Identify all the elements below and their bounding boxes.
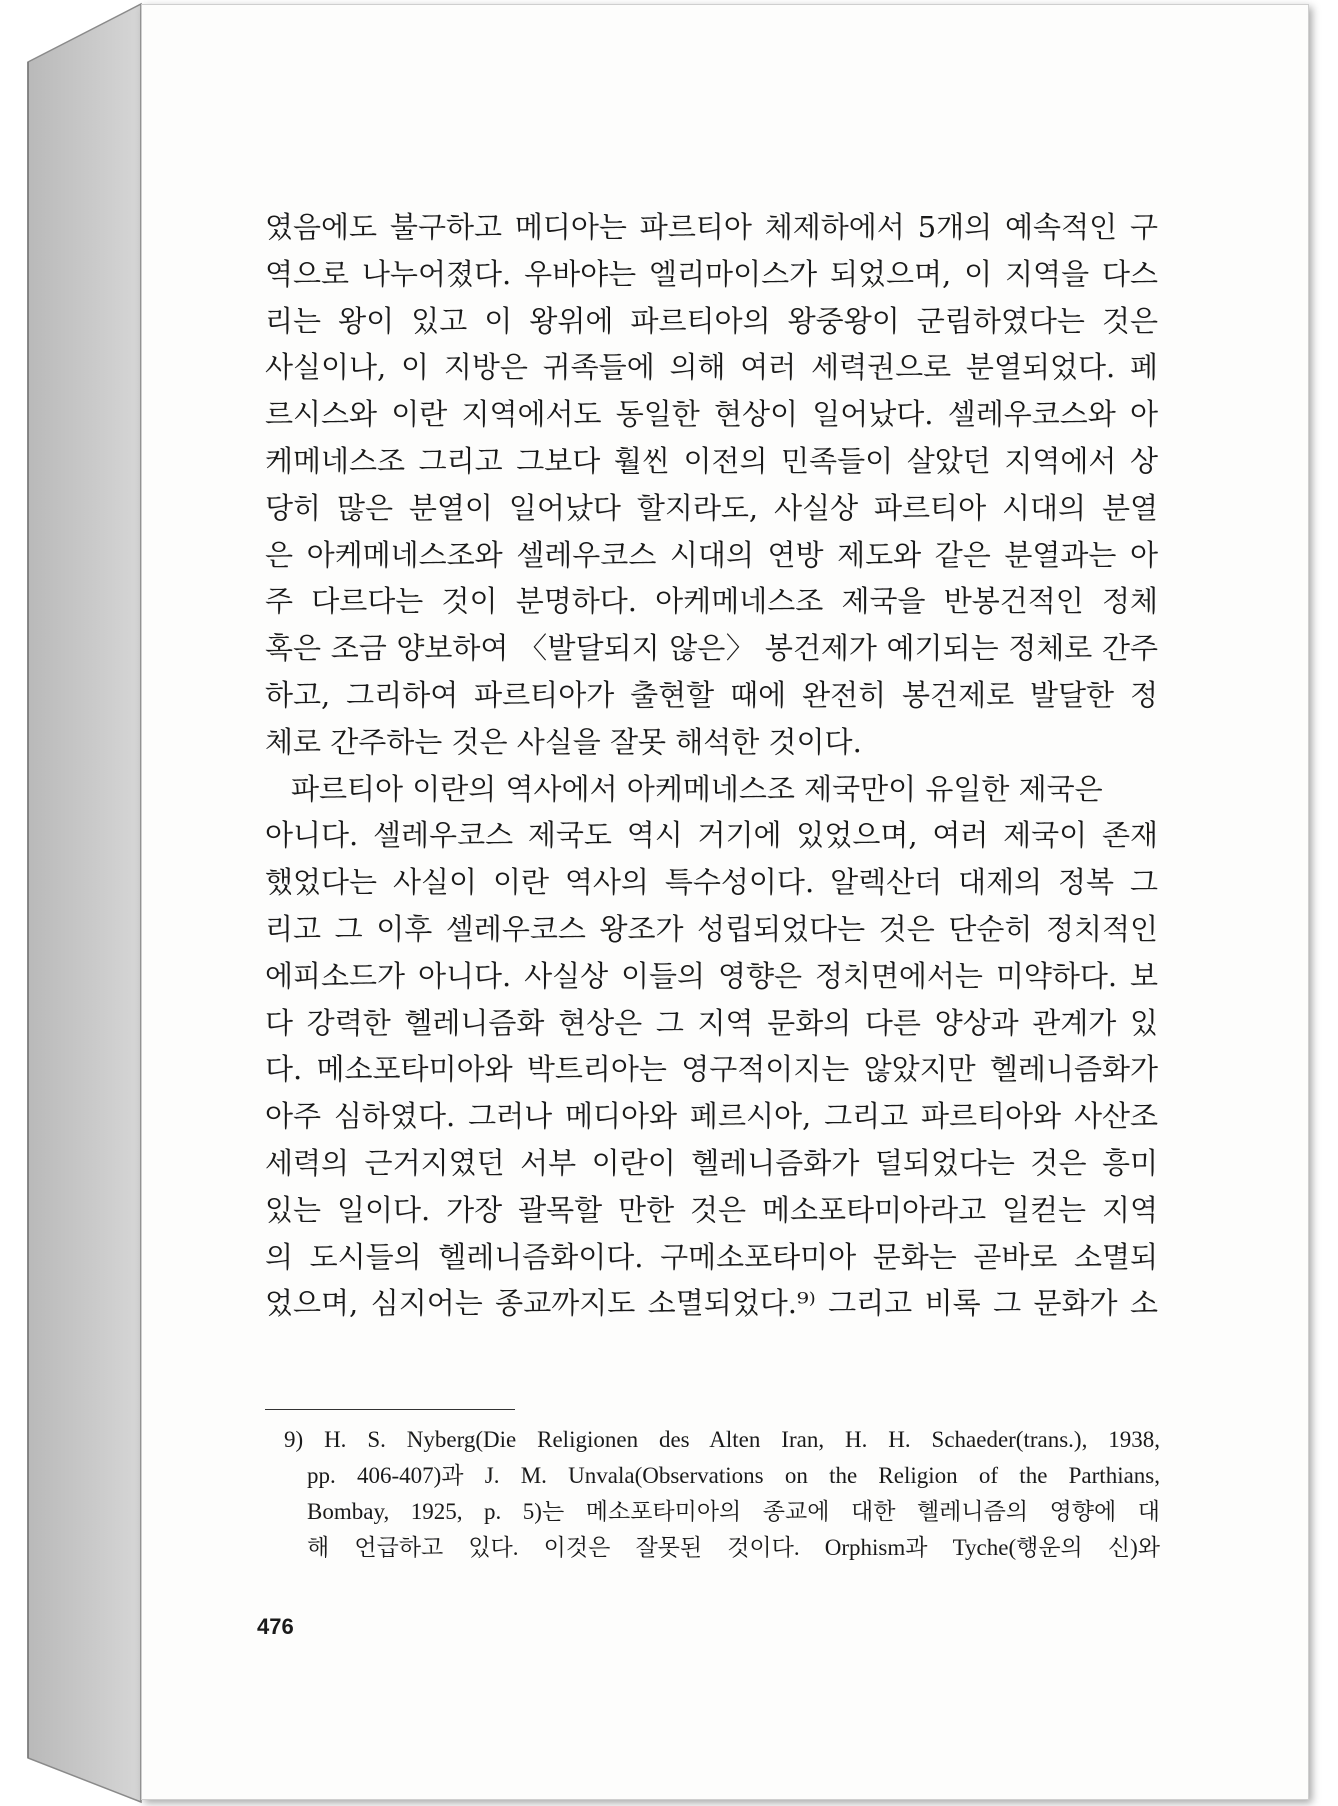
page-number: 476 bbox=[257, 1614, 294, 1639]
body-line: 였음에도 불구하고 메디아는 파르티아 체제하에서 5개의 예속적인 구 bbox=[265, 210, 1158, 244]
body-text bbox=[265, 204, 1158, 1327]
body-line: 은 아케메네스조와 셀레우코스 시대의 연방 제도와 같은 분열과는 아 bbox=[265, 537, 1158, 572]
body-line: 당히 많은 분열이 일어났다 할지라도, 사실상 파르티아 시대의 분열 bbox=[265, 490, 1158, 525]
body-line: 리는 왕이 있고 이 왕위에 파르티아의 왕중왕이 군림하였다는 것은 bbox=[265, 303, 1158, 338]
body-line: 케메네스조 그리고 그보다 훨씬 이전의 민족들이 살았던 지역에서 상 bbox=[265, 443, 1158, 478]
body-line: 다 강력한 헬레니즘화 현상은 그 지역 문화의 다른 양상과 관계가 있 bbox=[265, 1005, 1158, 1040]
body-line: 주 다르다는 것이 분명하다. 아케메네스조 제국을 반봉건적인 정체 bbox=[265, 584, 1158, 619]
footnote-rule bbox=[265, 1409, 515, 1410]
footnote-line: Bombay, 1925, p. 5)는 메소포타미아의 종교에 대한 헬레니즘의 영향에 대 bbox=[307, 1499, 1160, 1524]
body-line: 르시스와 이란 지역에서도 동일한 현상이 일어났다. 셀레우코스와 아 bbox=[265, 397, 1158, 432]
body-line: 했었다는 사실이 이란 역사의 특수성이다. 알렉산더 대제의 정복 그 bbox=[265, 865, 1158, 900]
body-line: 세력의 근거지였던 서부 이란이 헬레니즘화가 덜되었다는 것은 흥미 bbox=[265, 1145, 1158, 1180]
footnote-line: 9) H. S. Nyberg(Die Religionen des Alten Iran, H. H. Schaeder(trans.), 1938, bbox=[284, 1427, 1160, 1452]
footnote-line: 해 언급하고 있다. 이것은 잘못된 것이다. Orphism과 Tyche(행운의 신)와 bbox=[307, 1535, 1160, 1560]
footnotes bbox=[284, 1422, 1160, 1566]
body-line: 에피소드가 아니다. 사실상 이들의 영향은 정치면에서는 미약하다. 보 bbox=[265, 958, 1158, 993]
body-line: 혹은 조금 양보하여 〈발달되지 않은〉 봉건제가 예기되는 정체로 간주 bbox=[265, 631, 1158, 666]
body-line: 체로 간주하는 것은 사실을 잘못 해석한 것이다. bbox=[265, 724, 862, 759]
body-line: 역으로 나누어졌다. 우바야는 엘리마이스가 되었으며, 이 지역을 다스 bbox=[265, 256, 1158, 291]
body-line: 있는 일이다. 가장 괄목할 만한 것은 메소포타미아라고 일컫는 지역 bbox=[265, 1192, 1158, 1227]
body-line: 사실이나, 이 지방은 귀족들에 의해 여러 세력권으로 분열되었다. 페 bbox=[265, 350, 1158, 385]
body-line: 다. 메소포타미아와 박트리아는 영구적이지는 않았지만 헬레니즘화가 bbox=[265, 1052, 1158, 1087]
body-line: 파르티아 이란의 역사에서 아케메네스조 제국만이 유일한 제국은 bbox=[291, 771, 1103, 806]
body-line: 었으며, 심지어는 종교까지도 소멸되었다.⁹⁾ 그리고 비록 그 문화가 소 bbox=[265, 1286, 1158, 1321]
body-line: 리고 그 이후 셀레우코스 왕조가 성립되었다는 것은 단순히 정치적인 bbox=[265, 911, 1158, 946]
footnote-line: pp. 406‑407)과 J. M. Unvala(Observations on the Religion of the Parthians, bbox=[307, 1463, 1160, 1488]
body-line: 하고, 그리하여 파르티아가 출현할 때에 완전히 봉건제로 발달한 정 bbox=[265, 677, 1158, 712]
body-line: 의 도시들의 헬레니즘화이다. 구메소포타미아 문화는 곧바로 소멸되 bbox=[265, 1239, 1158, 1274]
body-line: 아주 심하였다. 그러나 메디아와 페르시아, 그리고 파르티아와 사산조 bbox=[265, 1099, 1158, 1134]
body-line: 아니다. 셀레우코스 제국도 역시 거기에 있었으며, 여러 제국이 존재 bbox=[265, 818, 1158, 853]
